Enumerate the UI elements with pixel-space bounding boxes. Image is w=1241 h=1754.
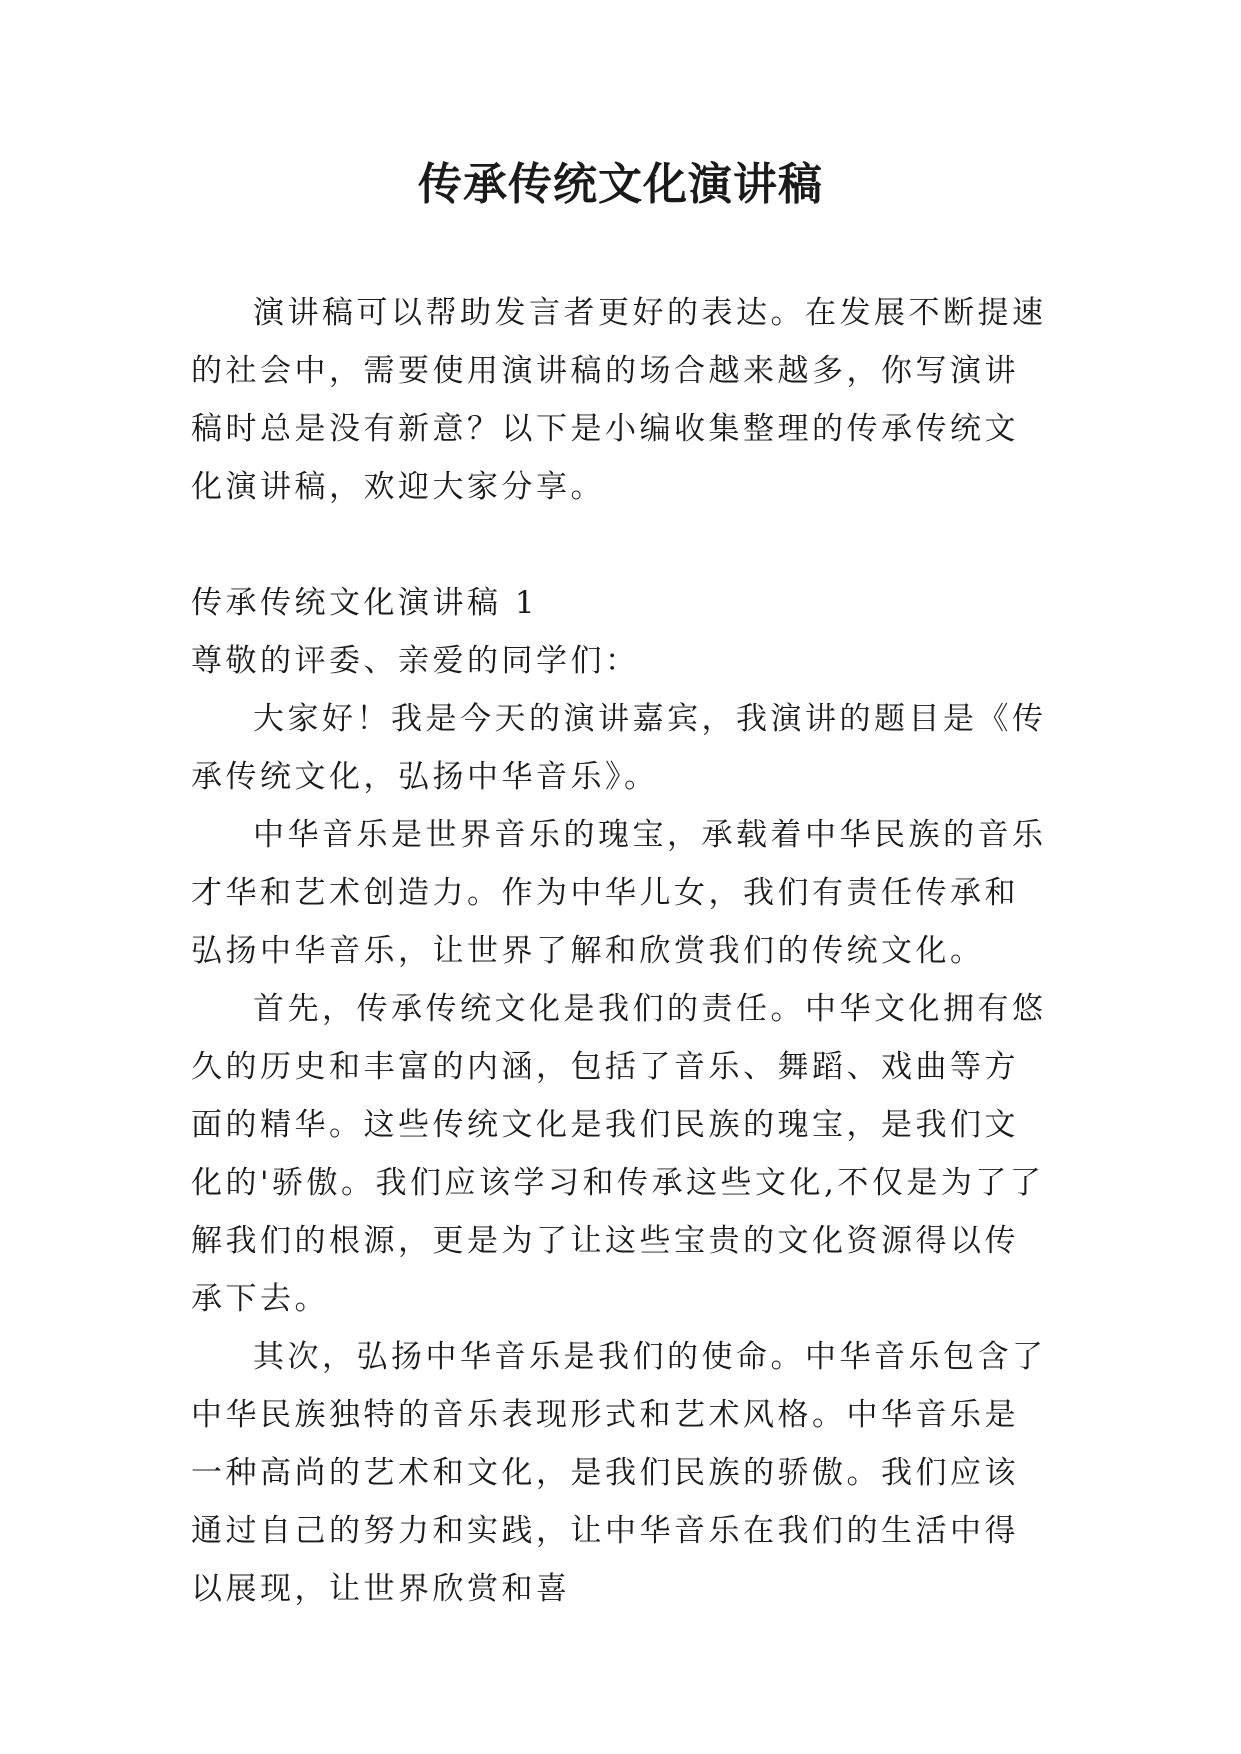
section-heading: 传承传统文化演讲稿 1 [191, 585, 539, 621]
paragraph-gap [191, 516, 1051, 574]
document-body [191, 284, 1051, 1618]
intro-paragraph: 演讲稿可以帮助发言者更好的表达。在发展不断提速的社会中，需要使用演讲稿的场合越来越多，你写演讲稿时总是没有新意？以下是小编收集整理的传承传统文化演讲稿，欢迎大家分享。 [191, 295, 1047, 505]
body-paragraph-1: 大家好！我是今天的演讲嘉宾，我演讲的题目是《传承传统文化，弘扬中华音乐》。 [191, 701, 1047, 795]
body-paragraph-4: 其次，弘扬中华音乐是我们的使命。中华音乐包含了中华民族独特的音乐表现形式和艺术风格。中华音乐是一种高尚的艺术和文化，是我们民族的骄傲。我们应该通过自己的努力和实践，让中华音乐在我们的生活中得以展现，让世界欣赏和喜 [191, 1339, 1047, 1607]
document-title: 传承传统文化演讲稿 [418, 159, 823, 210]
salutation: 尊敬的评委、亲爱的同学们： [191, 643, 640, 679]
body-paragraph-3: 首先，传承传统文化是我们的责任。中华文化拥有悠久的历史和丰富的内涵，包括了音乐、舞蹈、戏曲等方面的精华。这些传统文化是我们民族的瑰宝，是我们文化的'骄傲。我们应该学习和传承这些文化,不仅是为了了解我们的根源，更是为了让这些宝贵的文化资源得以传承下去。 [191, 991, 1047, 1317]
body-paragraph-2: 中华音乐是世界音乐的瑰宝，承载着中华民族的音乐才华和艺术创造力。作为中华儿女，我们有责任传承和弘扬中华音乐，让世界了解和欣赏我们的传统文化。 [191, 817, 1047, 969]
